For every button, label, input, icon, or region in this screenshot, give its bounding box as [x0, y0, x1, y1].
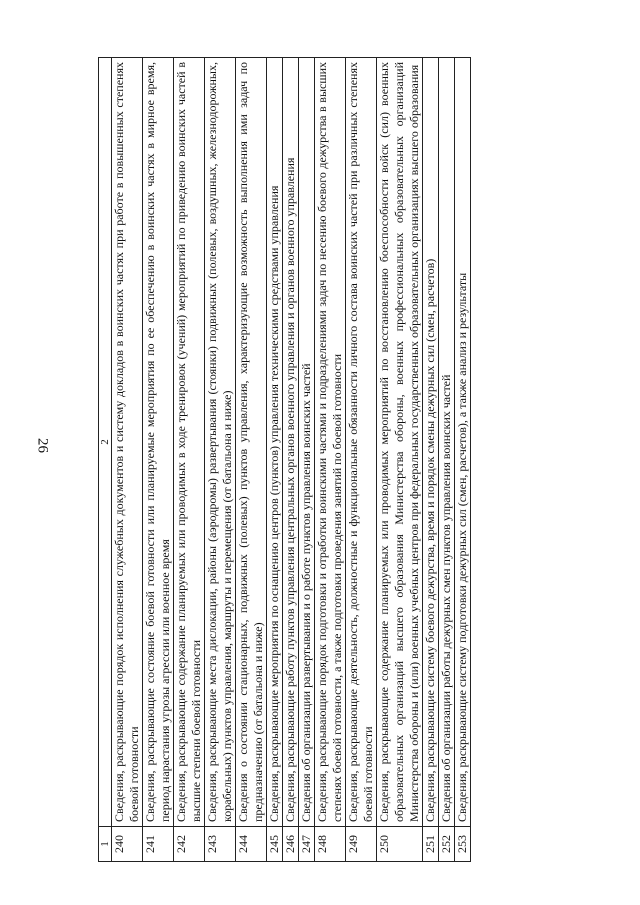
table-row	[377, 58, 423, 862]
row-number: 244	[236, 827, 267, 862]
row-text: Сведения, раскрывающие систему подготовки дежурных сил (смен, расчетов), а также анализ и результаты	[455, 58, 471, 827]
row-text: Сведения об организации работы дежурных смен пунктов управления воинских частей	[439, 58, 455, 827]
row-number: 251	[423, 827, 439, 862]
row-number: 242	[174, 827, 205, 862]
row-number: 248	[315, 827, 346, 862]
row-number: 247	[299, 827, 315, 862]
row-text: Сведения, раскрывающие работу пунктов управления центральных органов военного управления и органов военного управления	[283, 58, 299, 827]
row-text: Сведения, раскрывающие систему боевого дежурства, время и порядок смены дежурных сил (смен, расчетов)	[423, 58, 439, 827]
row-number: 246	[283, 827, 299, 862]
table-row	[143, 58, 174, 862]
row-number: 253	[455, 827, 471, 862]
page-number: 26	[34, 438, 51, 453]
row-text: Сведения об организации развертывания и о работе пунктов управления воинских частей	[299, 58, 315, 827]
table-row	[112, 58, 143, 862]
row-text: Сведения о состоянии стационарных, подвижных (полевых) пунктов управления, характеризующие возможность выполнения ими задач по предназначению (от батальона и ниже)	[236, 58, 267, 827]
table-row	[455, 58, 471, 862]
row-number: 245	[267, 827, 283, 862]
table-row	[174, 58, 205, 862]
table-row	[205, 58, 236, 862]
row-text: Сведения, раскрывающие содержание планируемых или проводимых мероприятий по восстановлению боеспособности войск (сил) военных образовательных организаций высшего образования Министерства обороны, военных профессиональных образовательных организаций Министерства обороны и (или) военных учебных центров при федеральных государственных образовательных организациях высшего образования	[377, 58, 423, 827]
row-number: 243	[205, 827, 236, 862]
table-header-row	[99, 58, 112, 862]
row-text: Сведения, раскрывающие порядок подготовки и отработки воинскими частями и подразделениями задач по несению боевого дежурства в высших степенях боевой готовности, а также подготовки проведения занятий по боевой готовности	[315, 58, 346, 827]
row-text: Сведения, раскрывающие деятельность, должностные и функциональные обязанности личного состава воинских частей при различных степенях боевой готовности	[346, 58, 377, 827]
table-row	[423, 58, 439, 862]
row-text: Сведения, раскрывающие места дислокации, районы (аэродромы) развертывания (стоянки) подвижных (полевых, воздушных, железнодорожных, корабельных) пунктов управления, маршруты и перемещения (от батальона и ниже)	[205, 58, 236, 827]
row-number: 241	[143, 827, 174, 862]
row-text: Сведения, раскрывающие мероприятия по оснащению центров (пунктов) управления техническими средствами управления	[267, 58, 283, 827]
row-number: 240	[112, 827, 143, 862]
table-row	[346, 58, 377, 862]
row-text: Сведения, раскрывающие состояние боевой готовности или планируемые мероприятия по ее обеспечению в воинских частях в мирное время, период нарастания угрозы агрессии или военное время	[143, 58, 174, 827]
table-row	[315, 58, 346, 862]
row-text: Сведения, раскрывающие содержание планируемых или проводимых в ходе тренировок (учений) мероприятий по приведению воинских частей в высшие степени боевой готовности	[174, 58, 205, 827]
table-row	[236, 58, 267, 862]
header-col-number: 1	[99, 827, 112, 862]
table-row	[267, 58, 283, 862]
document-table-wrapper	[98, 57, 588, 862]
row-number: 252	[439, 827, 455, 862]
regulation-table	[98, 57, 471, 862]
row-number: 249	[346, 827, 377, 862]
row-number: 250	[377, 827, 423, 862]
table-row	[283, 58, 299, 862]
table-row	[299, 58, 315, 862]
header-col-text: 2	[99, 58, 112, 827]
row-text: Сведения, раскрывающие порядок исполнения служебных документов и систему докладов в воинских частях при работе в повышенных степенях боевой готовности	[112, 58, 143, 827]
table-row	[439, 58, 455, 862]
